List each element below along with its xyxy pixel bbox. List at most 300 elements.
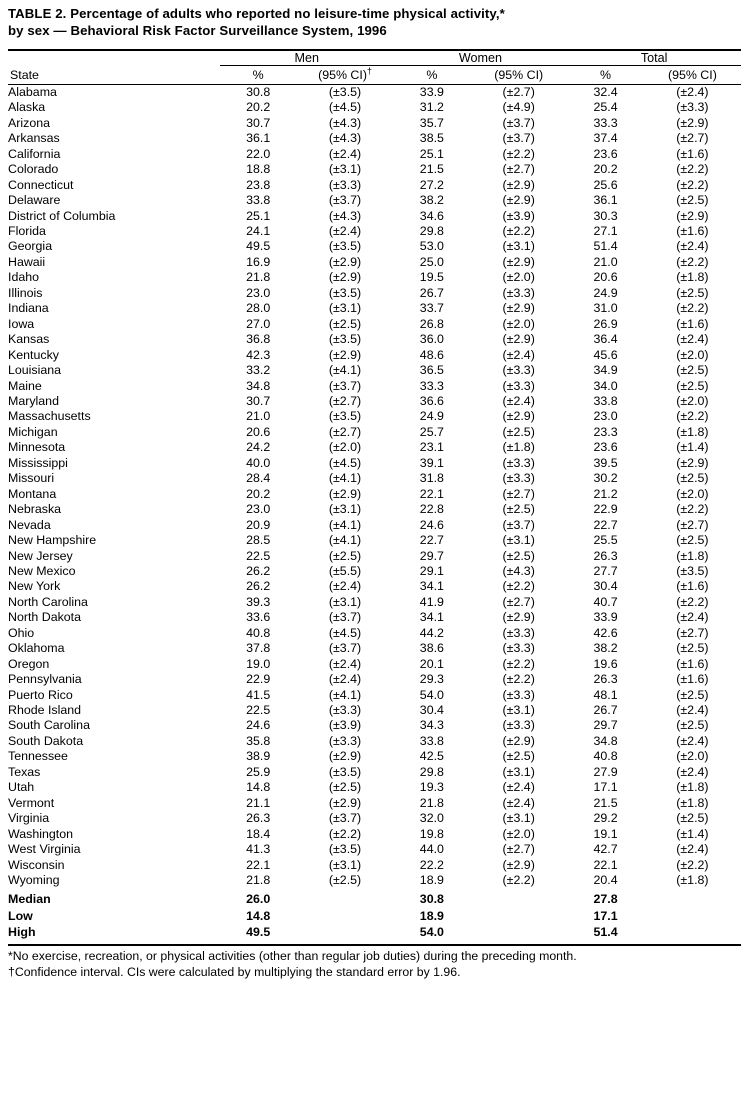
row-total-pct: 22.1 <box>593 857 618 872</box>
row-men-pct: 20.2 <box>246 100 271 115</box>
row-state: Maine <box>8 378 42 393</box>
row-women-ci: (±2.2) <box>502 223 535 238</box>
row-total-pct: 30.2 <box>593 471 618 486</box>
row-men-pct: 18.8 <box>246 162 271 177</box>
row-total-ci: (±2.4) <box>676 610 709 625</box>
row-state: Texas <box>8 764 41 779</box>
row-total-pct: 23.3 <box>593 424 618 439</box>
row-total-pct: 20.6 <box>593 270 618 285</box>
row-total-ci: (±1.8) <box>676 795 709 810</box>
row-men-pct: 34.8 <box>246 378 271 393</box>
row-total-ci: (±2.7) <box>676 517 709 532</box>
table-row <box>8 703 741 718</box>
row-state: Indiana <box>8 301 49 316</box>
row-women-pct: 38.6 <box>419 641 444 656</box>
table-row <box>8 641 741 656</box>
table-row <box>8 688 741 703</box>
table-row <box>8 332 741 347</box>
row-state: Hawaii <box>8 254 46 269</box>
row-total-pct: 27.7 <box>593 563 618 578</box>
row-men-ci: (±3.7) <box>328 378 362 393</box>
row-men-ci: (±2.5) <box>328 780 362 795</box>
row-women-pct: 53.0 <box>419 239 444 254</box>
row-total-ci: (±1.8) <box>676 424 709 439</box>
row-women-pct: 36.0 <box>419 332 444 347</box>
row-men-pct: 22.0 <box>246 146 271 161</box>
row-women-pct: 23.1 <box>419 440 444 455</box>
row-women-ci: (±2.4) <box>502 795 535 810</box>
row-men-pct: 20.2 <box>246 486 271 501</box>
table-row <box>8 100 741 115</box>
row-total-pct: 40.7 <box>593 594 618 609</box>
row-total-pct: 34.0 <box>593 378 618 393</box>
row-women-ci: (±2.9) <box>502 409 535 424</box>
row-state: Oregon <box>8 656 50 671</box>
row-total-ci: (±2.5) <box>676 363 709 378</box>
table-row <box>8 379 741 394</box>
row-men-pct: 20.6 <box>246 424 271 439</box>
summary-women-pct: 54.0 <box>419 925 444 940</box>
row-total-ci: (±2.9) <box>676 208 709 223</box>
table-row <box>8 873 741 888</box>
row-men-pct: 20.9 <box>246 517 271 532</box>
row-women-ci: (±2.2) <box>502 672 535 687</box>
table-row <box>8 595 741 610</box>
row-state: Pennsylvania <box>8 672 82 687</box>
row-total-ci: (±1.8) <box>676 780 709 795</box>
row-women-ci: (±3.3) <box>502 378 535 393</box>
row-total-pct: 31.0 <box>593 301 618 316</box>
table-row <box>8 533 741 548</box>
column-header-state: State <box>10 67 39 82</box>
summary-men-ci <box>296 924 393 940</box>
row-total-pct: 29.2 <box>593 811 618 826</box>
row-women-pct: 21.5 <box>419 162 444 177</box>
summary-total-pct: 17.1 <box>593 908 618 923</box>
row-men-ci: (±3.1) <box>328 594 362 609</box>
row-state: Virginia <box>8 811 50 826</box>
row-men-pct: 21.1 <box>246 795 271 810</box>
row-women-ci: (±3.7) <box>502 115 535 130</box>
row-men-pct: 22.1 <box>246 857 271 872</box>
row-men-ci: (±2.4) <box>328 672 362 687</box>
table-title-line1: TABLE 2. Percentage of adults who reported no leisure-time physical activity,* <box>8 6 505 21</box>
table-row <box>8 502 741 517</box>
row-total-ci: (±2.0) <box>676 393 709 408</box>
row-women-ci: (±3.9) <box>502 208 535 223</box>
row-state: Connecticut <box>8 177 74 192</box>
row-women-pct: 35.7 <box>419 115 444 130</box>
table-row <box>8 549 741 564</box>
row-total-ci: (±2.4) <box>676 842 709 857</box>
row-state: Utah <box>8 780 35 795</box>
row-total-ci: (±2.5) <box>676 285 709 300</box>
row-total-pct: 25.5 <box>593 533 618 548</box>
row-total-pct: 40.8 <box>593 749 618 764</box>
row-women-ci: (±2.7) <box>502 486 535 501</box>
table-row <box>8 131 741 146</box>
table-row <box>8 255 741 270</box>
group-header-men: Men <box>220 50 394 66</box>
row-total-ci: (±2.2) <box>676 301 709 316</box>
row-men-pct: 26.2 <box>246 563 271 578</box>
row-men-ci: (±4.5) <box>328 100 362 115</box>
row-women-pct: 33.3 <box>419 378 444 393</box>
row-men-pct: 33.6 <box>246 610 271 625</box>
row-men-pct: 39.3 <box>246 594 271 609</box>
row-total-ci: (±2.4) <box>676 733 709 748</box>
table-row <box>8 348 741 363</box>
row-women-ci: (±3.3) <box>502 363 535 378</box>
row-women-pct: 31.8 <box>419 471 444 486</box>
row-men-ci: (±3.3) <box>328 733 362 748</box>
row-women-pct: 33.8 <box>419 733 444 748</box>
table-row <box>8 811 741 826</box>
footnotes <box>8 949 741 981</box>
row-women-pct: 39.1 <box>419 455 444 470</box>
row-total-pct: 25.6 <box>593 177 618 192</box>
row-men-ci: (±3.7) <box>328 641 362 656</box>
row-women-pct: 30.4 <box>419 703 444 718</box>
table-row <box>8 147 741 162</box>
row-men-ci: (±2.7) <box>328 393 362 408</box>
row-women-pct: 24.6 <box>419 517 444 532</box>
row-women-pct: 54.0 <box>419 687 444 702</box>
row-men-ci: (±2.4) <box>328 579 362 594</box>
row-women-ci: (±2.2) <box>502 579 535 594</box>
row-state: Wisconsin <box>8 857 65 872</box>
row-state: Maryland <box>8 393 59 408</box>
row-total-pct: 32.4 <box>593 84 618 99</box>
row-men-ci: (±2.4) <box>328 656 362 671</box>
row-total-ci: (±3.5) <box>676 563 709 578</box>
row-women-ci: (±2.9) <box>502 193 535 208</box>
row-total-pct: 21.5 <box>593 795 618 810</box>
row-state: New Jersey <box>8 548 73 563</box>
row-total-pct: 48.1 <box>593 687 618 702</box>
row-men-ci: (±5.5) <box>328 563 362 578</box>
row-men-ci: (±2.4) <box>328 223 362 238</box>
row-total-pct: 42.7 <box>593 842 618 857</box>
table-row <box>8 456 741 471</box>
row-state: Delaware <box>8 193 61 208</box>
row-state: North Dakota <box>8 610 82 625</box>
row-state: Ohio <box>8 625 35 640</box>
row-total-pct: 24.9 <box>593 285 618 300</box>
row-men-ci: (±3.3) <box>328 177 362 192</box>
row-women-pct: 25.7 <box>419 424 444 439</box>
summary-total-ci <box>644 908 741 924</box>
row-women-pct: 22.1 <box>419 486 444 501</box>
row-state: Rhode Island <box>8 703 82 718</box>
table-row <box>8 564 741 579</box>
row-state: Mississippi <box>8 455 68 470</box>
row-state: Arkansas <box>8 131 60 146</box>
row-men-pct: 30.8 <box>246 84 271 99</box>
row-total-pct: 20.4 <box>593 873 618 888</box>
row-state: Idaho <box>8 270 40 285</box>
group-header-spacer <box>8 50 220 66</box>
row-total-pct: 30.4 <box>593 579 618 594</box>
summary-row <box>8 888 741 907</box>
row-women-pct: 36.5 <box>419 363 444 378</box>
row-men-ci: (±3.1) <box>328 502 362 517</box>
row-women-pct: 25.0 <box>419 254 444 269</box>
row-women-pct: 22.2 <box>419 857 444 872</box>
row-women-ci: (±2.7) <box>502 842 535 857</box>
row-state: Nebraska <box>8 502 62 517</box>
summary-row <box>8 908 741 924</box>
row-total-pct: 27.9 <box>593 764 618 779</box>
row-total-pct: 17.1 <box>593 780 618 795</box>
row-women-ci: (±2.2) <box>502 873 535 888</box>
row-state: Colorado <box>8 162 59 177</box>
row-total-ci: (±2.5) <box>676 641 709 656</box>
row-men-ci: (±3.5) <box>328 764 362 779</box>
table-row <box>8 780 741 795</box>
table-row <box>8 610 741 625</box>
row-total-ci: (±2.0) <box>676 749 709 764</box>
summary-total-ci <box>644 888 741 907</box>
row-total-ci: (±1.8) <box>676 873 709 888</box>
row-women-ci: (±2.2) <box>502 656 535 671</box>
row-men-ci: (±3.5) <box>328 332 362 347</box>
row-men-ci: (±2.2) <box>328 826 362 841</box>
row-total-ci: (±2.7) <box>676 131 709 146</box>
row-women-ci: (±1.8) <box>502 440 535 455</box>
row-total-ci: (±1.4) <box>676 826 709 841</box>
row-women-ci: (±2.9) <box>502 177 535 192</box>
row-men-ci: (±4.5) <box>328 625 362 640</box>
row-women-ci: (±3.7) <box>502 517 535 532</box>
row-state: Florida <box>8 223 46 238</box>
row-women-pct: 32.0 <box>419 811 444 826</box>
row-total-pct: 45.6 <box>593 347 618 362</box>
row-state: New Hampshire <box>8 533 97 548</box>
row-total-pct: 25.4 <box>593 100 618 115</box>
summary-body <box>8 888 741 940</box>
row-women-pct: 36.6 <box>419 393 444 408</box>
row-women-pct: 48.6 <box>419 347 444 362</box>
row-state: Massachusetts <box>8 409 91 424</box>
row-men-pct: 41.5 <box>246 687 271 702</box>
footnote-asterisk: *No exercise, recreation, or physical activities (other than regular job duties) during the preceding month. <box>8 948 577 963</box>
table-row <box>8 672 741 687</box>
row-total-ci: (±1.6) <box>676 316 709 331</box>
table-row <box>8 409 741 424</box>
row-state: Oklahoma <box>8 641 65 656</box>
table-row <box>8 209 741 224</box>
row-men-pct: 23.8 <box>246 177 271 192</box>
summary-women-pct: 18.9 <box>419 908 444 923</box>
summary-row <box>8 924 741 940</box>
row-women-pct: 26.7 <box>419 285 444 300</box>
table-row <box>8 842 741 857</box>
row-state: Alabama <box>8 84 57 99</box>
summary-men-ci <box>296 908 393 924</box>
row-women-ci: (±3.3) <box>502 718 535 733</box>
row-women-pct: 38.5 <box>419 131 444 146</box>
summary-men-pct: 14.8 <box>246 908 271 923</box>
row-women-ci: (±2.4) <box>502 347 535 362</box>
row-women-ci: (±3.1) <box>502 764 535 779</box>
column-header-women-ci: (95% CI) <box>494 67 544 82</box>
row-women-pct: 33.7 <box>419 301 444 316</box>
row-total-ci: (±1.6) <box>676 146 709 161</box>
row-state: Arizona <box>8 115 51 130</box>
row-men-ci: (±3.1) <box>328 857 362 872</box>
row-women-ci: (±2.5) <box>502 749 535 764</box>
row-women-pct: 22.7 <box>419 533 444 548</box>
table-row <box>8 471 741 486</box>
table-row <box>8 270 741 285</box>
table-row <box>8 487 741 502</box>
row-men-pct: 14.8 <box>246 780 271 795</box>
row-state: Washington <box>8 826 73 841</box>
summary-total-pct: 27.8 <box>593 892 618 907</box>
row-total-ci: (±2.4) <box>676 84 709 99</box>
row-state: New York <box>8 579 61 594</box>
table-row <box>8 749 741 764</box>
row-total-ci: (±2.2) <box>676 857 709 872</box>
row-state: Kansas <box>8 332 50 347</box>
row-total-pct: 42.6 <box>593 625 618 640</box>
row-state: Puerto Rico <box>8 687 73 702</box>
row-women-ci: (±2.9) <box>502 610 535 625</box>
row-women-pct: 29.3 <box>419 672 444 687</box>
row-state: South Carolina <box>8 718 90 733</box>
table-row <box>8 178 741 193</box>
summary-label: Median <box>8 892 51 907</box>
row-total-pct: 33.8 <box>593 393 618 408</box>
row-women-ci: (±4.3) <box>502 563 535 578</box>
row-women-pct: 34.1 <box>419 610 444 625</box>
row-state: North Carolina <box>8 594 88 609</box>
row-men-pct: 26.3 <box>246 811 271 826</box>
row-women-ci: (±2.9) <box>502 857 535 872</box>
row-men-pct: 27.0 <box>246 316 271 331</box>
row-women-ci: (±2.5) <box>502 424 535 439</box>
row-men-pct: 23.0 <box>246 502 271 517</box>
group-header-total: Total <box>567 50 741 66</box>
row-men-ci: (±3.1) <box>328 301 362 316</box>
row-women-pct: 42.5 <box>419 749 444 764</box>
table-row <box>8 162 741 177</box>
row-total-ci: (±2.5) <box>676 471 709 486</box>
row-state: New Mexico <box>8 563 76 578</box>
row-total-pct: 26.3 <box>593 672 618 687</box>
footnote-dagger: †Confidence interval. CIs were calculated by multiplying the standard error by 1.96. <box>8 964 461 979</box>
row-total-ci: (±2.2) <box>676 409 709 424</box>
row-men-pct: 28.5 <box>246 533 271 548</box>
row-women-ci: (±3.1) <box>502 533 535 548</box>
row-men-pct: 24.1 <box>246 223 271 238</box>
column-header-row <box>8 65 741 82</box>
row-women-ci: (±4.9) <box>502 100 535 115</box>
table-row <box>8 425 741 440</box>
row-women-pct: 19.3 <box>419 780 444 795</box>
row-men-ci: (±2.9) <box>328 270 362 285</box>
row-men-ci: (±3.5) <box>328 285 362 300</box>
row-total-pct: 21.0 <box>593 254 618 269</box>
row-men-pct: 23.0 <box>246 285 271 300</box>
row-state: Nevada <box>8 517 51 532</box>
row-women-pct: 34.3 <box>419 718 444 733</box>
row-men-pct: 22.9 <box>246 672 271 687</box>
row-total-ci: (±2.0) <box>676 347 709 362</box>
row-state: South Dakota <box>8 733 84 748</box>
row-total-pct: 21.2 <box>593 486 618 501</box>
row-women-ci: (±2.7) <box>502 594 535 609</box>
row-total-pct: 38.2 <box>593 641 618 656</box>
row-women-ci: (±3.3) <box>502 687 535 702</box>
row-state: Vermont <box>8 795 55 810</box>
row-women-pct: 24.9 <box>419 409 444 424</box>
row-women-ci: (±2.4) <box>502 780 535 795</box>
row-women-pct: 44.0 <box>419 842 444 857</box>
row-women-ci: (±2.9) <box>502 254 535 269</box>
row-men-pct: 18.4 <box>246 826 271 841</box>
summary-men-ci <box>296 888 393 907</box>
table-row <box>8 734 741 749</box>
row-women-ci: (±3.3) <box>502 641 535 656</box>
row-men-ci: (±2.5) <box>328 548 362 563</box>
table-row <box>8 301 741 316</box>
summary-men-pct: 26.0 <box>246 892 271 907</box>
row-men-pct: 22.5 <box>246 548 271 563</box>
row-women-pct: 44.2 <box>419 625 444 640</box>
row-total-pct: 23.0 <box>593 409 618 424</box>
row-state: Montana <box>8 486 57 501</box>
row-total-pct: 39.5 <box>593 455 618 470</box>
row-total-pct: 36.1 <box>593 193 618 208</box>
row-state: Wyoming <box>8 873 60 888</box>
row-men-ci: (±4.1) <box>328 363 362 378</box>
row-total-pct: 34.8 <box>593 733 618 748</box>
table-title-line2: by sex — Behavioral Risk Factor Surveillance System, 1996 <box>8 22 387 38</box>
row-men-ci: (±2.0) <box>328 440 362 455</box>
row-women-pct: 21.8 <box>419 795 444 810</box>
row-total-ci: (±3.3) <box>676 100 709 115</box>
row-women-ci: (±3.1) <box>502 239 535 254</box>
row-women-pct: 25.1 <box>419 146 444 161</box>
table-row <box>8 363 741 378</box>
table-body <box>8 84 741 888</box>
summary-women-ci <box>470 924 567 940</box>
row-men-ci: (±3.7) <box>328 193 362 208</box>
table-row <box>8 239 741 254</box>
row-state: Louisiana <box>8 363 62 378</box>
row-total-ci: (±2.5) <box>676 378 709 393</box>
row-women-ci: (±3.3) <box>502 471 535 486</box>
row-total-ci: (±2.5) <box>676 193 709 208</box>
table-row <box>8 765 741 780</box>
row-total-pct: 33.9 <box>593 610 618 625</box>
table-row <box>8 626 741 641</box>
row-men-pct: 24.2 <box>246 440 271 455</box>
row-total-pct: 36.4 <box>593 332 618 347</box>
row-men-ci: (±3.9) <box>328 718 362 733</box>
row-women-pct: 34.6 <box>419 208 444 223</box>
table-row <box>8 796 741 811</box>
row-men-ci: (±2.5) <box>328 873 362 888</box>
row-state: Missouri <box>8 471 55 486</box>
row-total-pct: 23.6 <box>593 440 618 455</box>
summary-total-pct: 51.4 <box>593 925 618 940</box>
row-men-ci: (±3.1) <box>328 162 362 177</box>
row-total-ci: (±2.0) <box>676 486 709 501</box>
row-total-ci: (±1.6) <box>676 223 709 238</box>
